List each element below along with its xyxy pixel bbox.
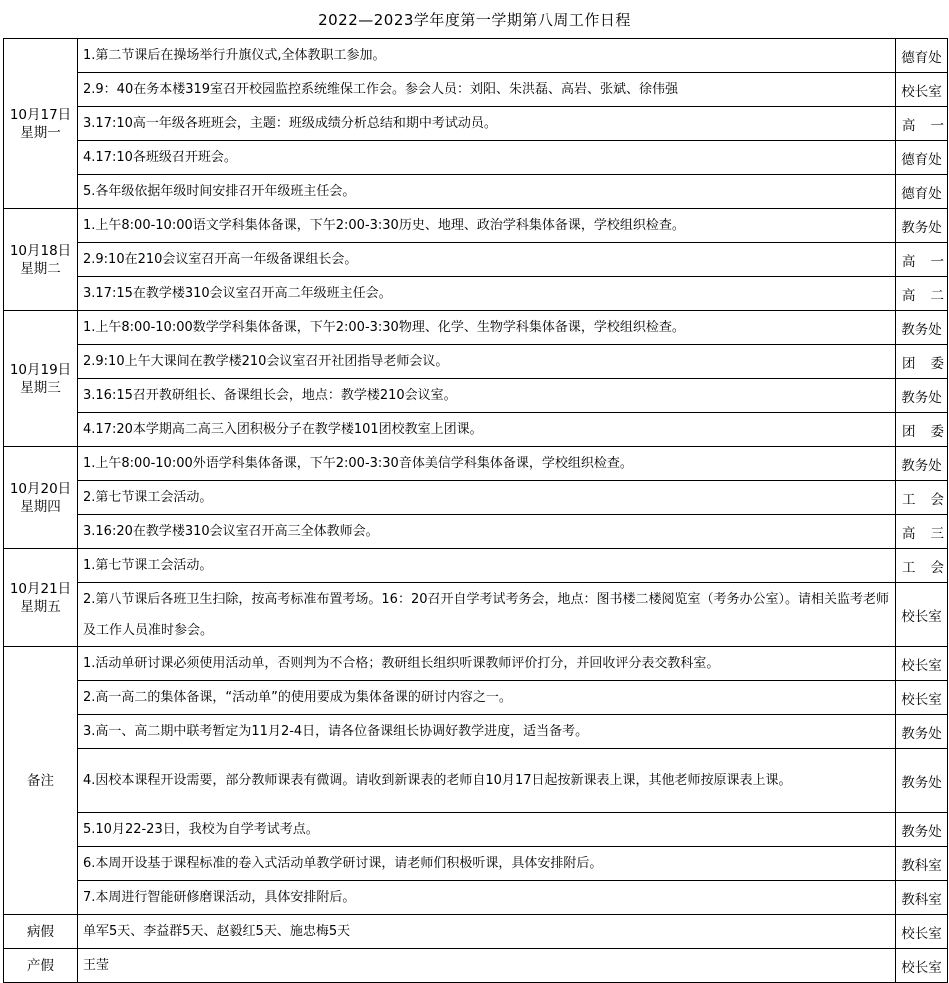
- day-date: 备注: [27, 772, 54, 789]
- task-text: 1.上午8:00-10:00外语学科集体备课，下午2:00-3:30音体美信学科集体备课，学校组织检查。: [83, 456, 633, 471]
- day-date: 10月21日: [9, 580, 72, 597]
- office-cell: 校长室: [896, 647, 948, 681]
- office-cell: 团委: [896, 413, 948, 447]
- office-cell: 高一: [896, 243, 948, 277]
- leave-label-cell: [4, 949, 78, 983]
- office-cell: 校长室: [896, 583, 948, 647]
- table-row: [4, 481, 948, 515]
- table-row: [4, 847, 948, 881]
- table-row: [4, 311, 948, 345]
- day-date: 10月19日: [9, 361, 72, 378]
- table-row: [4, 277, 948, 311]
- day-weekday: 星期一: [20, 124, 61, 141]
- task-text: 2.9:10上午大课间在教学楼210会议室召开社团指导老师会议。: [83, 354, 449, 369]
- table-row: [4, 881, 948, 915]
- task-cell: [78, 847, 896, 881]
- day-cell: [4, 209, 78, 311]
- task-cell: [78, 379, 896, 413]
- task-text: 2.第七节课工会活动。: [83, 490, 213, 505]
- task-text: 王莹: [83, 958, 110, 973]
- task-cell: [78, 39, 896, 73]
- table-row: [4, 583, 948, 647]
- office-cell: 工会: [896, 549, 948, 583]
- task-cell: [78, 915, 896, 949]
- task-cell: [78, 481, 896, 515]
- task-cell: [78, 175, 896, 209]
- task-text: 1.活动单研讨课必须使用活动单，否则判为不合格；教研组长组织听课教师评价打分，并回收评分表交教科室。: [83, 656, 720, 671]
- task-text: 1.第二节课后在操场举行升旗仪式,全体教职工参加。: [83, 48, 386, 63]
- task-text: 3.17:10高一年级各班班会，主题：班级成绩分析总结和期中考试动员。: [83, 116, 497, 131]
- day-date: 病假: [27, 923, 54, 940]
- office-cell: 教科室: [896, 847, 948, 881]
- task-text: 5.10月22-23日，我校为自学考试考点。: [83, 822, 319, 837]
- table-row: [4, 107, 948, 141]
- maternity-leave-row: [4, 949, 948, 983]
- notes-label-cell: [4, 647, 78, 915]
- table-row: [4, 647, 948, 681]
- page-title: 2022—2023学年度第一学期第八周工作日程: [318, 11, 631, 29]
- office-cell: 高二: [896, 277, 948, 311]
- office-cell: 德育处: [896, 39, 948, 73]
- table-row: [4, 413, 948, 447]
- task-text: 4.17:10各班级召开班会。: [83, 150, 237, 165]
- day-weekday: 星期三: [20, 379, 61, 396]
- task-cell: [78, 715, 896, 749]
- office-cell: 校长室: [896, 681, 948, 715]
- day-cell: [4, 39, 78, 209]
- task-cell: [78, 107, 896, 141]
- task-text: 3.高一、高二期中联考暂定为11月2-4日，请各位备课组长协调好教学进度，适当备考。: [83, 724, 589, 739]
- office-cell: 工会: [896, 481, 948, 515]
- day-date: 10月17日: [9, 106, 72, 123]
- task-text: 7.本周进行智能研修磨课活动，具体安排附后。: [83, 890, 356, 905]
- office-cell: 德育处: [896, 175, 948, 209]
- task-cell: [78, 515, 896, 549]
- office-cell: 教务处: [896, 813, 948, 847]
- office-cell: 团委: [896, 345, 948, 379]
- table-row: [4, 813, 948, 847]
- task-text: 2.9：40在务本楼319室召开校园监控系统维保工作会。参会人员：刘阳、朱洪磊、高岩、张斌、徐伟强: [83, 82, 679, 97]
- task-text: 5.各年级依据年级时间安排召开年级班主任会。: [83, 184, 356, 199]
- task-cell: [78, 549, 896, 583]
- office-cell: 教务处: [896, 209, 948, 243]
- task-cell: [78, 345, 896, 379]
- office-cell: 校长室: [896, 949, 948, 983]
- table-row: [4, 715, 948, 749]
- day-cell: [4, 549, 78, 647]
- office-cell: 高三: [896, 515, 948, 549]
- task-cell: [78, 447, 896, 481]
- office-cell: 高一: [896, 107, 948, 141]
- table-row: [4, 243, 948, 277]
- table-row: [4, 681, 948, 715]
- table-row: [4, 447, 948, 481]
- table-row: [4, 209, 948, 243]
- schedule-table: [3, 38, 948, 983]
- office-cell: 校长室: [896, 915, 948, 949]
- day-cell: [4, 311, 78, 447]
- table-row: [4, 175, 948, 209]
- office-cell: 教务处: [896, 749, 948, 813]
- task-cell: [78, 681, 896, 715]
- leave-label-cell: [4, 915, 78, 949]
- day-date: 产假: [27, 957, 54, 974]
- task-cell: [78, 949, 896, 983]
- day-cell: [4, 447, 78, 549]
- task-text: 2.第八节课后各班卫生扫除，按高考标准布置考场。16：20召开自学考试考务会，地点：图书楼二楼阅览室（考务办公室）。请相关监考老师及工作人员准时参会。: [83, 591, 889, 638]
- office-cell: 教务处: [896, 715, 948, 749]
- table-row: [4, 749, 948, 813]
- day-weekday: 星期四: [20, 498, 61, 515]
- day-weekday: 星期五: [20, 598, 61, 615]
- table-row: [4, 549, 948, 583]
- task-cell: [78, 277, 896, 311]
- task-cell: [78, 749, 896, 813]
- table-row: [4, 515, 948, 549]
- day-date: 10月18日: [9, 242, 72, 259]
- task-text: 1.上午8:00-10:00语文学科集体备课，下午2:00-3:30历史、地理、政治学科集体备课，学校组织检查。: [83, 218, 685, 233]
- task-cell: [78, 311, 896, 345]
- task-text: 4.17:20本学期高二高三入团积极分子在教学楼101团校教室上团课。: [83, 422, 483, 437]
- task-cell: [78, 209, 896, 243]
- task-cell: [78, 243, 896, 277]
- task-text: 2.高一高二的集体备课，“活动单”的使用要成为集体备课的研讨内容之一。: [83, 690, 512, 705]
- task-text: 3.17:15在教学楼310会议室召开高二年级班主任会。: [83, 286, 392, 301]
- task-text: 1.第七节课工会活动。: [83, 558, 213, 573]
- task-text: 1.上午8:00-10:00数学学科集体备课，下午2:00-3:30物理、化学、生物学科集体备课，学校组织检查。: [83, 320, 685, 335]
- task-text: 2.9:10在210会议室召开高一年级备课组长会。: [83, 252, 358, 267]
- office-cell: 教科室: [896, 881, 948, 915]
- task-text: 6.本周开设基于课程标准的卷入式活动单教学研讨课，请老师们积极听课，具体安排附后。: [83, 856, 603, 871]
- task-cell: [78, 583, 896, 647]
- task-text: 单军5天、李益群5天、赵毅红5天、施忠梅5天: [83, 924, 351, 939]
- task-cell: [78, 647, 896, 681]
- task-text: 3.16:15召开教研组长、备课组长会，地点：教学楼210会议室。: [83, 388, 457, 403]
- day-weekday: 星期二: [20, 260, 61, 277]
- table-row: [4, 379, 948, 413]
- day-date: 10月20日: [9, 480, 72, 497]
- task-cell: [78, 141, 896, 175]
- table-row: [4, 345, 948, 379]
- task-cell: [78, 73, 896, 107]
- task-text: 3.16:20在教学楼310会议室召开高三全体教师会。: [83, 524, 379, 539]
- task-cell: [78, 413, 896, 447]
- office-cell: 校长室: [896, 73, 948, 107]
- office-cell: 教务处: [896, 379, 948, 413]
- office-cell: 教务处: [896, 311, 948, 345]
- task-cell: [78, 813, 896, 847]
- sick-leave-row: [4, 915, 948, 949]
- table-row: [4, 141, 948, 175]
- task-text: 4.因校本课程开设需要，部分教师课表有微调。请收到新课表的老师自10月17日起按新课表上课，其他老师按原课表上课。: [83, 773, 792, 788]
- task-cell: [78, 881, 896, 915]
- table-row: [4, 73, 948, 107]
- office-cell: 德育处: [896, 141, 948, 175]
- table-row: [4, 39, 948, 73]
- office-cell: 教务处: [896, 447, 948, 481]
